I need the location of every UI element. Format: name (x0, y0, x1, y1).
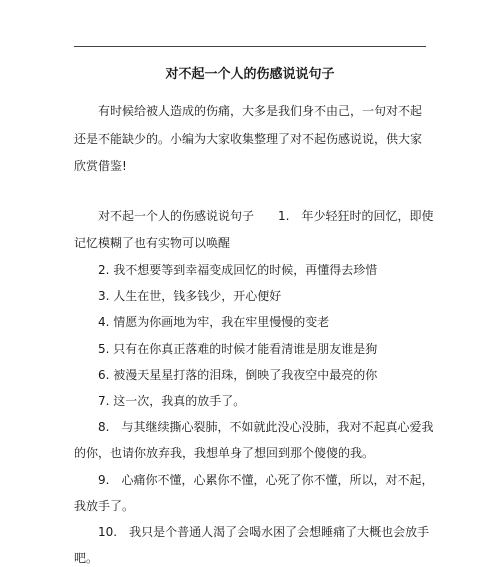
list-item-7: 7. 这一次，我真的放手了。 (98, 394, 246, 408)
list-item-3: 3. 人生在世，钱多钱少，开心便好 (98, 289, 282, 303)
list-item-2: 2. 我不想要等到幸福变成回忆的时候，再懂得去珍惜 (98, 263, 378, 277)
list-item-1-line-1: 对不起一个人的伤感说说句子 1. 年少轻狂时的回忆，即使 (98, 209, 434, 223)
list-item-4: 4. 情愿为你画地为牢，我在牢里慢慢的变老 (98, 315, 330, 329)
list-item-1-line-2: 记忆模糊了也有实物可以唤醒 (74, 236, 231, 250)
header-rule (74, 46, 426, 47)
list-item-10-line-1: 10. 我只是个普通人渴了会喝水困了会想睡痛了大概也会放手 (98, 525, 430, 539)
list-item-8-line-1: 8. 与其继续撕心裂肺，不如就此没心没肺，我对不起真心爱我 (98, 420, 434, 434)
intro-line-2: 还是不能缺少的。小编为大家收集整理了对不起伤感说说，供大家 (74, 132, 423, 146)
list-item-5: 5. 只有在你真正落难的时候才能看清谁是朋友谁是狗 (98, 342, 378, 356)
list-item-9-line-2: 我放手了。 (74, 499, 135, 513)
intro-line-1: 有时候给被人造成的伤痛，大多是我们身不由己，一句对不起 (98, 104, 423, 118)
list-item-8-line-2: 的你，也请你放弃我，我想单身了想回到那个傻傻的我。 (74, 446, 375, 460)
list-item-10-line-2: 吧。 (74, 551, 99, 565)
list-item-9-line-1: 9. 心痛你不懂，心累你不懂，心死了你不懂，所以，对不起， (98, 473, 434, 487)
intro-line-3: 欣赏借鉴! (74, 159, 127, 173)
document-title: 对不起一个人的伤感说说句子 (165, 67, 335, 82)
list-item-6: 6. 被漫天星星打落的泪珠，倒映了我夜空中最亮的你 (98, 368, 378, 382)
